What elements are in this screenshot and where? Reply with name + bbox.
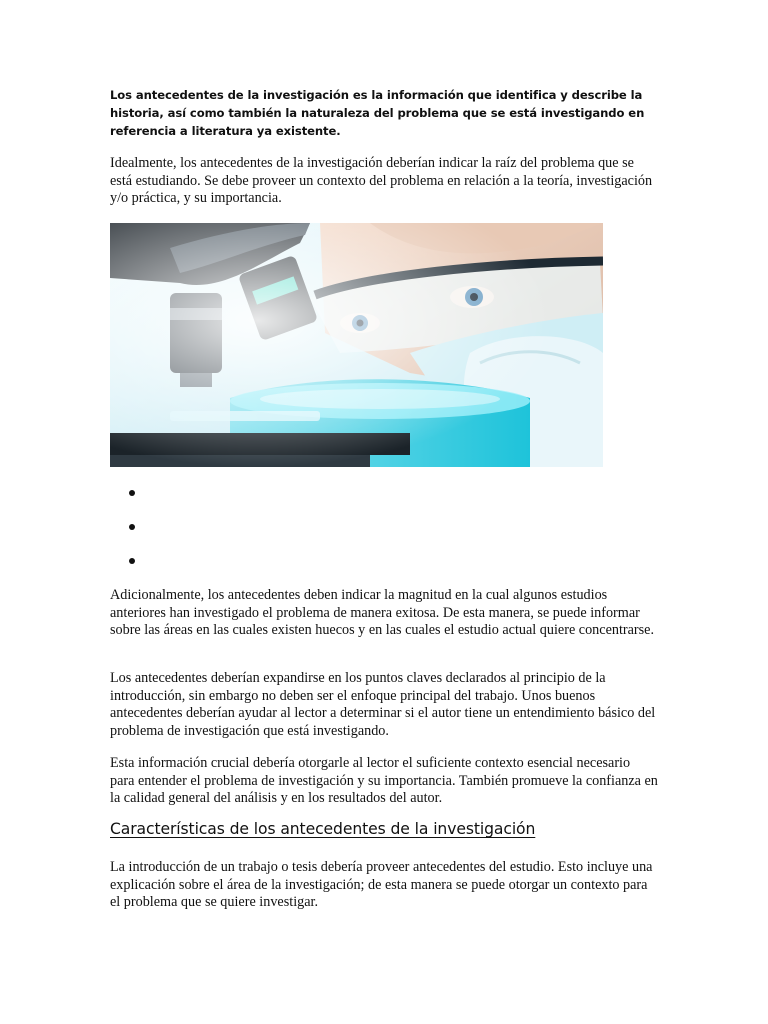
section-heading: Características de los antecedentes de la investigación (110, 820, 536, 838)
paragraph-1: Idealmente, los antecedentes de la investigación deberían indicar la raíz del problema que se está estudiando. Se debe proveer un contexto del problema en relación a la teoría, investigación y/o práctica, y su importancia. (110, 155, 653, 207)
paragraph-3: Los antecedentes deberían expandirse en los puntos claves declarados al principio de la introducción, sin embargo no deben ser el enfoque principal del trabajo. Unos buenos antecedentes deberían ayudar al lector a determinar si el autor tiene un entendimiento básico del problema de investigación que está investigando. (110, 670, 656, 739)
bullet-icon (129, 524, 135, 530)
paragraph-2: Adicionalmente, los antecedentes deben indicar la magnitud en la cual algunos estudios anteriores han investigado el problema de manera exitosa. De esta manera, se puede informar sobre las áreas en las cuales existen huecos y en las cuales el estudio actual quiere concentrarse. (110, 587, 655, 639)
intro-paragraph: Los antecedentes de la investigación es la información que identifica y describe la historia, así como también la naturaleza del problema que se está investigando en referencia a literatura ya existente. (110, 88, 645, 138)
closing-paragraph: La introducción de un trabajo o tesis debería proveer antecedentes del estudio. Esto incluye una explicación sobre el área de la investigación; de esta manera se puede otorgar un contexto para el problema que se quiere investigar. (110, 859, 653, 911)
bullet-icon (129, 558, 135, 564)
bullet-icon (129, 490, 135, 496)
paragraph-4: Esta información crucial debería otorgarle al lector el suficiente contexto esencial necesario para entender el problema de investigación y su importancia. También promueve la confianza en la calidad general del análisis y en los resultados del autor. (110, 755, 658, 807)
microscope-scientist-photo (110, 223, 603, 467)
